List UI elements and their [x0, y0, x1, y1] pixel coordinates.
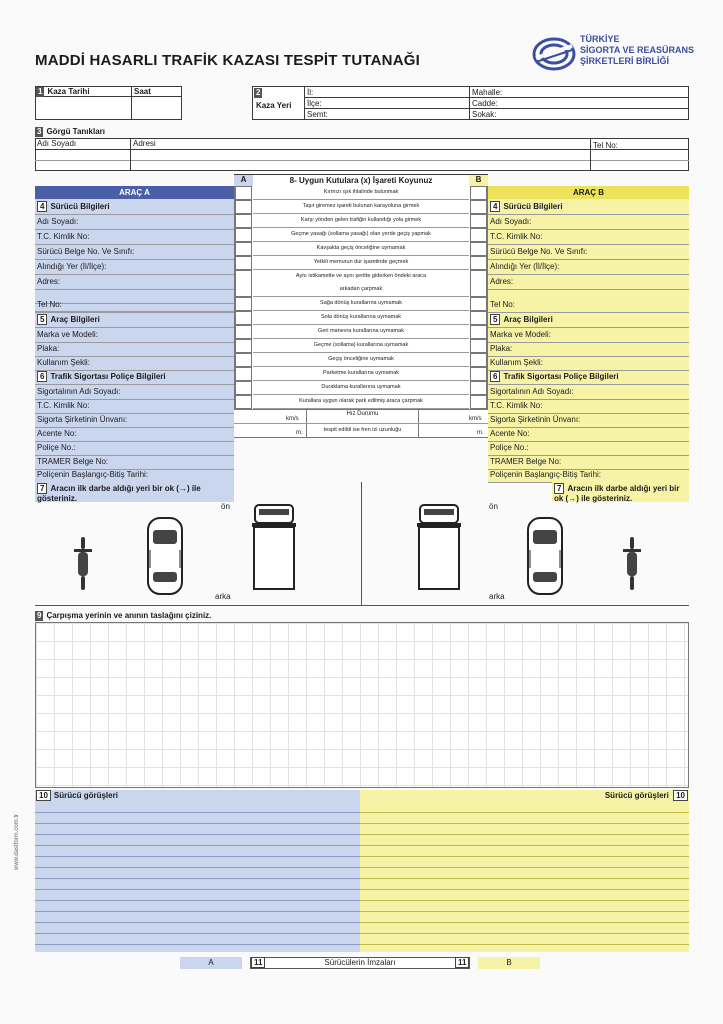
accident-date-label: Kaza Tarihi: [47, 87, 90, 96]
violation-item-14: Duraklama kurallarına uymamak: [253, 381, 469, 395]
witness-address-header: Adresi: [133, 139, 156, 148]
driver-b-phone[interactable]: Tel No:: [488, 298, 689, 313]
driver-info-a-title: Sürücü Bilgileri: [50, 202, 110, 211]
tsrsb-logo-icon: [532, 36, 576, 72]
driver-info-b-title: Sürücü Bilgileri: [503, 202, 563, 211]
driver-b-opinion-area[interactable]: [360, 802, 689, 952]
checkbox-b-3[interactable]: [470, 214, 487, 228]
driver-a-license[interactable]: Sürücü Belge No. Ve Sınıfı:: [35, 245, 234, 260]
truck-a-top-icon[interactable]: [251, 502, 297, 597]
checkbox-b-7[interactable]: [470, 270, 487, 297]
vehicle-b-plate[interactable]: Plaka:: [488, 342, 689, 357]
area-field[interactable]: Semt:: [307, 110, 328, 119]
violation-item-3: Karşı yönden gelen trafiğin kullandığı yola girmek: [253, 214, 469, 228]
section-4b-number: 4: [490, 201, 500, 212]
agency-b-number[interactable]: Acente No:: [488, 427, 689, 442]
form-title: MADDİ HASARLI TRAFİK KAZASI TESPİT TUTANAĞI: [35, 52, 420, 69]
insured-a-id[interactable]: T.C. Kimlik No:: [35, 399, 234, 414]
checkbox-a-8[interactable]: [235, 297, 252, 311]
checkbox-a-4[interactable]: [235, 228, 252, 242]
signature-a-label[interactable]: A: [180, 957, 242, 969]
checkbox-b-4[interactable]: [470, 228, 487, 242]
checkbox-a-1[interactable]: [235, 186, 252, 200]
collision-sketch-canvas[interactable]: [35, 622, 689, 788]
checkbox-a-7[interactable]: [235, 270, 252, 297]
checkbox-b-13[interactable]: [470, 367, 487, 381]
driver-b-opinion-header: [360, 790, 689, 802]
witnesses-label: Görgü Tanıkları: [46, 127, 105, 136]
logo-text: [580, 34, 694, 67]
front-label-b: ön: [489, 502, 498, 511]
vehicle-a-header: ARAÇ A: [35, 186, 234, 199]
brake-b-unit: m.: [477, 430, 484, 436]
checkbox-a-14[interactable]: [235, 381, 252, 395]
violation-item-5: Kavşakta geçiş önceliğine uymamak: [253, 242, 469, 256]
violation-item-9: Sola dönüş kurallarına uymamak: [253, 311, 469, 325]
driver-a-address[interactable]: Adres:: [35, 275, 234, 290]
neighborhood-field[interactable]: Mahalle:: [472, 88, 503, 97]
tramer-b-number[interactable]: TRAMER Belge No:: [488, 455, 689, 470]
violation-item-15: Kurallara uygun olarak park edilmiş araca çarpmak: [253, 395, 469, 409]
violation-item-13: Parketme kurallarına uymamak: [253, 367, 469, 381]
motorcycle-a-icon[interactable]: [72, 537, 94, 596]
section-5b-number: 5: [490, 314, 500, 325]
car-b-top-icon[interactable]: [526, 516, 564, 601]
violation-item-4: Geçme yasağı (sollama yasağı) olan yerde geçiş yapmak: [253, 228, 469, 242]
driver-b-license-place[interactable]: Alındığı Yer (İl/İlçe):: [488, 260, 689, 275]
driver-b-opinion-label: Sürücü görüşleri: [604, 791, 669, 800]
checkbox-section-title: 8- Uygun Kutulara (x) İşareti Koyunuz: [289, 176, 433, 185]
district-field[interactable]: İlçe:: [307, 99, 322, 108]
checkbox-a-6[interactable]: [235, 256, 252, 270]
vehicle-info-a-title: Araç Bilgileri: [50, 315, 100, 324]
section-9-number: 9: [37, 611, 42, 620]
driver-a-id[interactable]: T.C. Kimlik No:: [35, 230, 234, 245]
column-b-label: B: [469, 175, 488, 186]
policy-info-b-title: Trafik Sigortası Poliçe Bilgileri: [503, 372, 619, 381]
driver-b-address[interactable]: Adres:: [488, 275, 689, 290]
driver-a-name[interactable]: Adı Soyadı:: [35, 215, 234, 230]
accident-time-label: Saat: [134, 87, 151, 96]
vehicle-b-usage[interactable]: Kullanım Şekli:: [488, 356, 689, 371]
printer-website: www.dastform.com.tr: [14, 813, 20, 870]
driver-a-opinion-area[interactable]: [35, 802, 360, 952]
checkbox-b-9[interactable]: [470, 311, 487, 325]
section-1-number: 1: [38, 87, 43, 96]
brake-trace-label: tespit edildi ise fren izi uzunluğu: [323, 427, 402, 433]
driver-b-id[interactable]: T.C. Kimlik No:: [488, 230, 689, 245]
impact-a-text: Aracın ilk darbe aldığı yeri bir ok (→) ile gösteriniz.: [37, 484, 201, 503]
checkbox-b-2[interactable]: [470, 200, 487, 214]
violation-item-12: Geçiş önceliğine uymamak: [253, 353, 469, 367]
checkbox-b-1[interactable]: [470, 186, 487, 200]
truck-b-top-icon[interactable]: [416, 502, 462, 597]
checkbox-b-8[interactable]: [470, 297, 487, 311]
section-4a-number: 4: [37, 201, 47, 212]
insured-b-name[interactable]: Sigortalının Adı Soyadı:: [488, 385, 689, 400]
speed-status-label: Hız Durumu: [346, 411, 379, 417]
policy-info-a-title: Trafik Sigortası Poliçe Bilgileri: [50, 372, 166, 381]
motorcycle-b-icon[interactable]: [621, 537, 643, 596]
rear-label-b: arka: [489, 592, 505, 601]
checkbox-b-10[interactable]: [470, 325, 487, 339]
column-a-label: A: [234, 175, 253, 186]
vehicle-a-usage[interactable]: Kullanım Şekli:: [35, 356, 234, 371]
vehicle-a-plate[interactable]: Plaka:: [35, 342, 234, 357]
insurer-a-name[interactable]: Sigorta Şirketinin Ünvanı:: [35, 413, 234, 428]
section-10b-number: 10: [673, 790, 688, 801]
policy-a-number[interactable]: Poliçe No.:: [35, 441, 234, 456]
section-7a-number: 7: [37, 483, 47, 494]
signatures-label: Sürücülerin İmzaları: [324, 958, 396, 967]
checkbox-a-5[interactable]: [235, 242, 252, 256]
province-field[interactable]: İl:: [307, 88, 314, 97]
checkbox-a-13[interactable]: [235, 367, 252, 381]
insured-b-id[interactable]: T.C. Kimlik No:: [488, 399, 689, 414]
violation-item-7: Aynı istikamette ve aynı şeritte giderken öndeki araca: [295, 273, 427, 279]
witness-name-header: Adı Soyadı: [37, 139, 77, 148]
witness-phone-header: Tel No:: [593, 141, 618, 150]
tramer-a-number[interactable]: TRAMER Belge No:: [35, 455, 234, 470]
front-label-a: ön: [221, 502, 230, 511]
speed-b-unit: km/s: [469, 416, 482, 422]
vehicle-b-header: ARAÇ B: [488, 186, 689, 199]
checkbox-a-11[interactable]: [235, 339, 252, 353]
impact-b-text: Aracın ilk darbe aldığı yeri bir ok (→) ile gösteriniz.: [554, 484, 680, 503]
speed-a-unit: km/s: [286, 416, 299, 422]
section-10a-number: 10: [36, 790, 51, 801]
logo-line-3: ŞİRKETLERİ BİRLİĞİ: [580, 56, 670, 66]
violation-item-7b: arkadan çarpmak: [253, 283, 469, 297]
checkbox-b-12[interactable]: [470, 353, 487, 367]
checkbox-a-9[interactable]: [235, 311, 252, 325]
checkbox-a-3[interactable]: [235, 214, 252, 228]
impact-diagram-area: [35, 482, 689, 606]
violation-item-1: Kırmızı ışık ihlalinde bulunmak: [253, 186, 469, 200]
section-6b-number: 6: [490, 371, 500, 382]
insured-a-name[interactable]: Sigortalının Adı Soyadı:: [35, 385, 234, 400]
violation-item-11: Geçme (sollama) kurallarına uymamak: [253, 339, 469, 353]
section-6a-number: 6: [37, 371, 47, 382]
checkbox-b-6[interactable]: [470, 256, 487, 270]
brake-a-unit: m.: [296, 430, 303, 436]
driver-a-opinion-label: Sürücü görüşleri: [53, 791, 118, 800]
checkbox-b-11[interactable]: [470, 339, 487, 353]
agency-a-number[interactable]: Acente No:: [35, 427, 234, 442]
accident-place-label: Kaza Yeri: [256, 101, 292, 110]
violation-item-10: Geri manevra kurallarına uymamak: [253, 325, 469, 339]
policy-a-dates[interactable]: Poliçenin Başlangıç-Bitiş Tarihi:: [35, 468, 234, 483]
street-field[interactable]: Sokak:: [472, 110, 497, 119]
insurer-b-name[interactable]: Sigorta Şirketinin Ünvanı:: [488, 413, 689, 428]
section-3-number: 3: [37, 127, 42, 136]
driver-a-opinion-header: [35, 790, 360, 802]
signature-b-label[interactable]: B: [478, 957, 540, 969]
violation-item-8: Sağa dönüş kurallarına uymamak: [253, 297, 469, 311]
section-2-number: 2: [256, 88, 261, 97]
rear-label-a: arka: [215, 592, 231, 601]
violation-item-6: Yetkili memurun dur işaretinde geçmek: [253, 256, 469, 270]
checkbox-b-14[interactable]: [470, 381, 487, 395]
logo-line-1: TÜRKİYE: [580, 34, 620, 44]
sketch-label: Çarpışma yerinin ve anının taslağını çiziniz.: [46, 611, 212, 620]
policy-b-number[interactable]: Poliçe No.:: [488, 441, 689, 456]
logo-line-2: SİGORTA VE REASÜRANS: [580, 45, 695, 55]
vehicle-info-b-title: Araç Bilgileri: [503, 315, 553, 324]
vehicle-b-model[interactable]: Marka ve Modeli:: [488, 328, 689, 343]
avenue-field[interactable]: Cadde:: [472, 99, 498, 108]
driver-b-name[interactable]: Adı Soyadı:: [488, 215, 689, 230]
section-11a-number: 11: [251, 957, 265, 968]
checkbox-a-10[interactable]: [235, 325, 252, 339]
violation-item-2: Taşıt giremez işareti bulunan karayoluna girmek: [253, 200, 469, 214]
policy-b-dates[interactable]: Poliçenin Başlangıç-Bitiş Tarihi:: [488, 468, 689, 483]
checkbox-a-15[interactable]: [235, 395, 252, 409]
driver-b-license[interactable]: Sürücü Belge No. Ve Sınıfı:: [488, 245, 689, 260]
checkbox-b-15[interactable]: [470, 395, 487, 409]
car-a-top-icon[interactable]: [146, 516, 184, 601]
section-11b-number: 11: [455, 957, 469, 968]
section-7b-number: 7: [554, 483, 564, 494]
checkbox-a-2[interactable]: [235, 200, 252, 214]
vehicle-a-model[interactable]: Marka ve Modeli:: [35, 328, 234, 343]
driver-a-phone[interactable]: Tel No:: [35, 298, 234, 313]
driver-a-license-place[interactable]: Alındığı Yer (İl/İlçe):: [35, 260, 234, 275]
checkbox-a-12[interactable]: [235, 353, 252, 367]
checkbox-b-5[interactable]: [470, 242, 487, 256]
section-5a-number: 5: [37, 314, 47, 325]
